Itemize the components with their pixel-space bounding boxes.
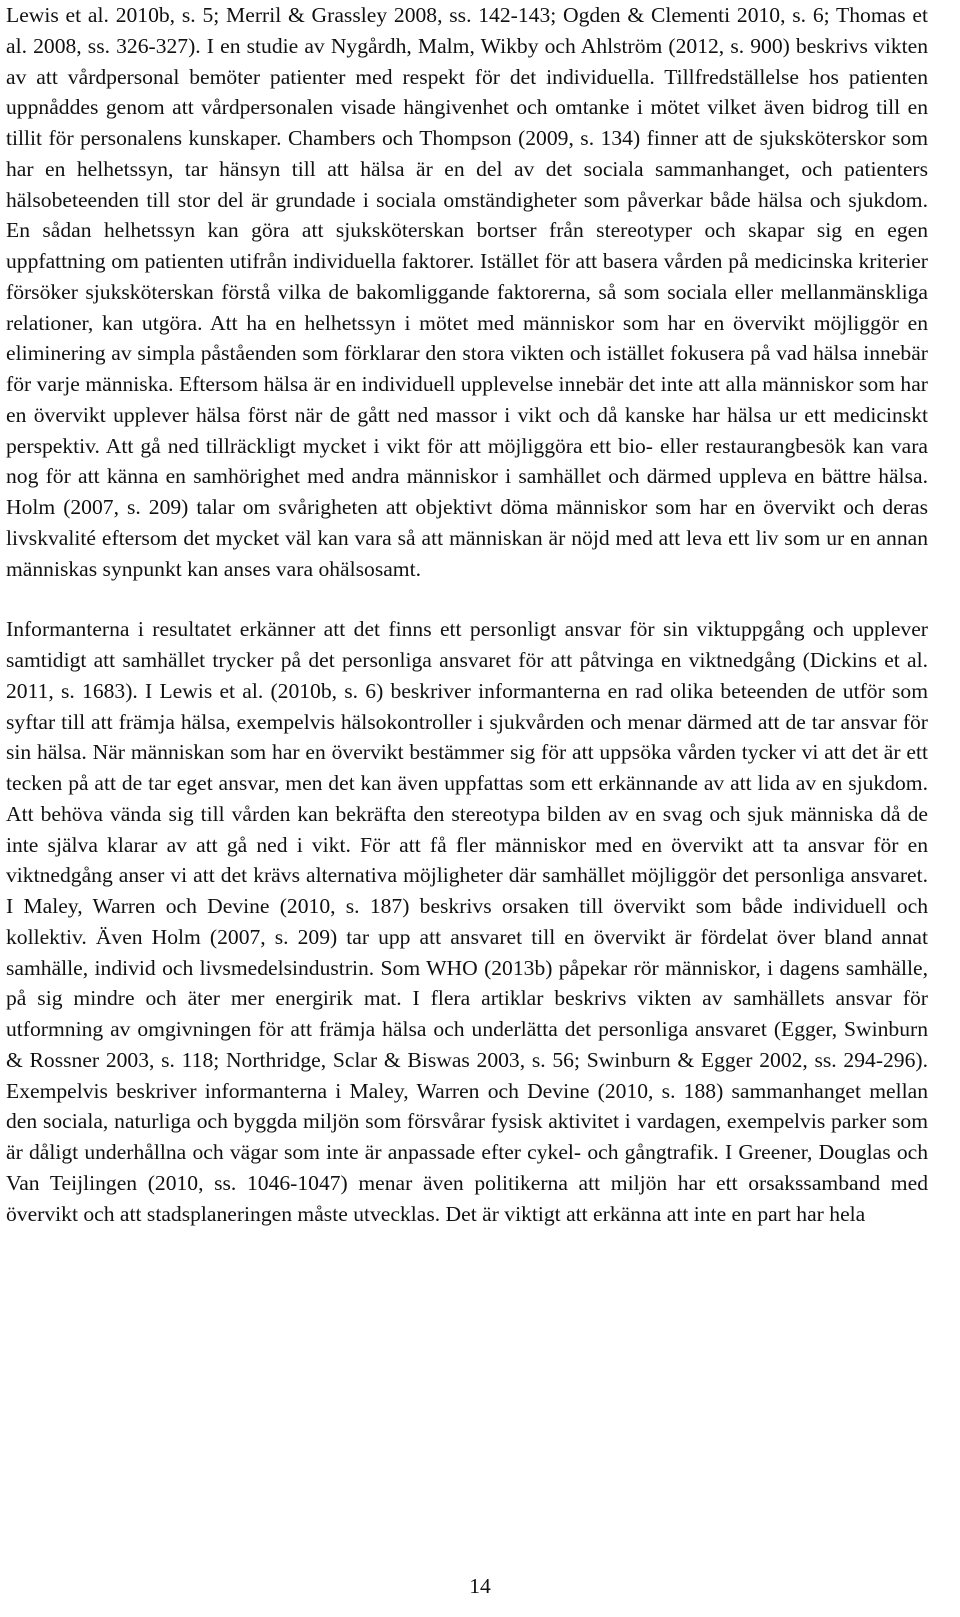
body-paragraph: Informanterna i resultatet erkänner att det finns ett personligt ansvar för sin viktuppgång och upplever samtidigt att samhället trycker på det personliga ansvaret för att påtvinga en viktnedgång (Dickins et al. 2011, s. 1683). I Lewis et al. (2010b, s. 6) beskriver informanterna en rad olika beteenden de utför som syftar till att främja hälsa, exempelvis hälsokontroller i sjukvården och menar därmed att de tar ansvar för sin hälsa. När människan som har en övervikt bestämmer sig för att uppsöka vården tycker vi att det är ett tecken på att de tar eget ansvar, men det kan även uppfattas som ett erkännande av att lida av en sjukdom. Att behöva vända sig till vården kan bekräfta den stereotypa bilden av en svag och sjuk människa då de inte själva klarar av att gå ned i vikt. För att få fler människor med en övervikt att ta ansvar för en viktnedgång anser vi att det krävs alternativa möjligheter där samhället möjliggör det personliga ansvaret. I Maley, Warren och Devine (2010, s. 187) beskrivs orsaken till övervikt som både individuell och kollektiv. Även Holm (2007, s. 209) tar upp att ansvaret till en övervikt är fördelat över bland annat samhälle, individ och livsmedelsindustrin. Som WHO (2013b) påpekar rör människor, i dagens samhälle, på sig mindre och äter mer energirik mat. I flera artiklar beskrivs vikten av samhällets ansvar för utformning av omgivningen för att främja hälsa och underlätta det personliga ansvaret (Egger, Swinburn & Rossner 2003, s. 118; Northridge, Sclar & Biswas 2003, s. 56; Swinburn & Egger 2002, ss. 294-296). Exempelvis beskriver informanterna i Maley, Warren och Devine (2010, s. 188) sammanhanget mellan den sociala, naturliga och byggda miljön som försvårar fysisk aktivitet i vardagen, exempelvis parker som är dåligt underhållna och vägar som inte är anpassade efter cykel- och gångtrafik. I Greener, Douglas och Van Teijlingen (2010, ss. 1046-1047) menar även politikerna att miljön har ett orsakssamband med övervikt och att stadsplaneringen måste utvecklas. Det är viktigt att erkänna att inte en part har hela — [6, 617, 928, 1226]
document-page — [6, 0, 928, 1229]
page-number: 14 — [469, 1574, 491, 1598]
body-paragraph: Lewis et al. 2010b, s. 5; Merril & Grassley 2008, ss. 142-143; Ogden & Clementi 2010, s. 6; Thomas et al. 2008, ss. 326-327). I en studie av Nygårdh, Malm, Wikby och Ahlström (2012, s. 900) beskrivs vikten av att vårdpersonal bemöter patienter med respekt för det individuella. Tillfredställelse hos patienten uppnåddes genom att vårdpersonalen visade hängivenhet och omtanke i mötet vilket även bidrog till en tillit för personalens kunskaper. Chambers och Thompson (2009, s. 134) finner att de sjuksköterskor som har en helhetssyn, tar hänsyn till att hälsa är en del av det sociala sammanhanget, och patienters hälsobeteenden till stor del är grundade i sociala omständigheter som påverkar både hälsa och sjukdom. En sådan helhetssyn kan göra att sjuksköterskan bortser från stereotyper och skapar sig en egen uppfattning om patienten utifrån individuella faktorer. Istället för att basera vården på medicinska kriterier försöker sjuksköterskan förstå vilka de bakomliggande faktorerna, så som sociala eller mellanmänskliga relationer, kan utgöra. Att ha en helhetssyn i mötet med människor som har en övervikt möjliggör en eliminering av simpla påståenden som förklarar den stora vikten och istället fokusera på vad hälsa innebär för varje människa. Eftersom hälsa är en individuell upplevelse innebär det inte att alla människor som har en övervikt upplever hälsa först när de gått ned massor i vikt och då kanske har hälsa ur ett medicinskt perspektiv. Att gå ned tillräckligt mycket i vikt för att möjliggöra ett bio- eller restaurangbesök kan vara nog för att känna en samhörighet med andra människor i samhället och därmed uppleva en bättre hälsa. Holm (2007, s. 209) talar om svårigheten att objektivt döma människor som har en övervikt och deras livskvalité eftersom det mycket väl kan vara så att människan är nöjd med att leva ett liv som ur en annan människas synpunkt kan anses vara ohälsosamt. — [6, 3, 928, 581]
